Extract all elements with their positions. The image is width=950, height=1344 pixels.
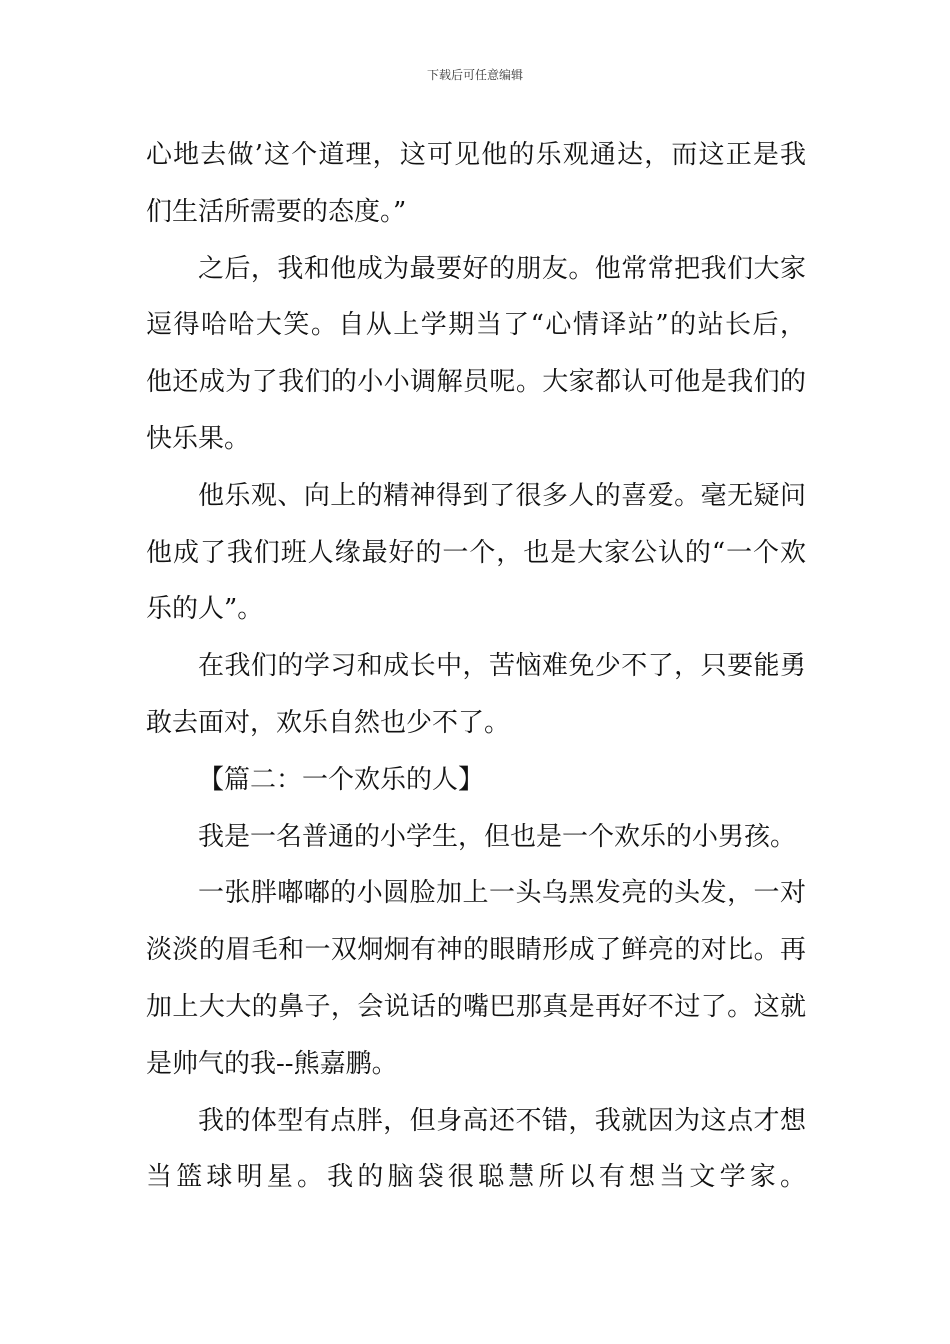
text-line: 他成了我们班人缘最好的一个，也是大家公认的“一个欢 [146, 537, 806, 568]
text-line: 一张胖嘟嘟的小圆脸加上一头乌黑发亮的头发，一对 [198, 878, 806, 909]
text-line: 乐的人”。 [146, 594, 264, 625]
text-line: 我是一名普通的小学生，但也是一个欢乐的小男孩。 [198, 821, 797, 852]
text-line: 之后，我和他成为最要好的朋友。他常常把我们大家 [198, 253, 806, 284]
document-body [146, 127, 806, 1206]
page-header-note: 下载后可任意编辑 [426, 68, 523, 82]
text-line: 是帅气的我--熊嘉鹏。 [146, 1048, 398, 1079]
text-line: 他还成为了我们的小小调解员呢。大家都认可他是我们的 [146, 367, 806, 398]
section-heading: 【篇二：一个欢乐的人】 [198, 764, 485, 795]
text-line: 我的体型有点胖，但身高还不错，我就因为这点才想 [198, 1105, 806, 1136]
text-line: 逗得哈哈大笑。自从上学期当了“心情译站”的站长后， [146, 310, 806, 341]
text-line: 快乐果。 [146, 423, 251, 454]
text-line: 心地去做’这个道理，这可见他的乐观通达，而这正是我 [146, 140, 806, 170]
text-line: 淡淡的眉毛和一双炯炯有神的眼睛形成了鲜亮的对比。再 [146, 935, 806, 966]
text-line: 敢去面对，欢乐自然也少不了。 [146, 707, 511, 738]
text-line: 在我们的学习和成长中，苦恼难免少不了，只要能勇 [198, 651, 806, 682]
text-line: 他乐观、向上的精神得到了很多人的喜爱。毫无疑问 [198, 480, 806, 511]
text-line: 加上大大的鼻子，会说话的嘴巴那真是再好不过了。这就 [146, 991, 806, 1022]
text-line: 们生活所需要的态度。” [146, 196, 407, 227]
text-line: 当篮球明星。我的脑袋很聪慧所以有想当文学家。 [146, 1162, 806, 1193]
